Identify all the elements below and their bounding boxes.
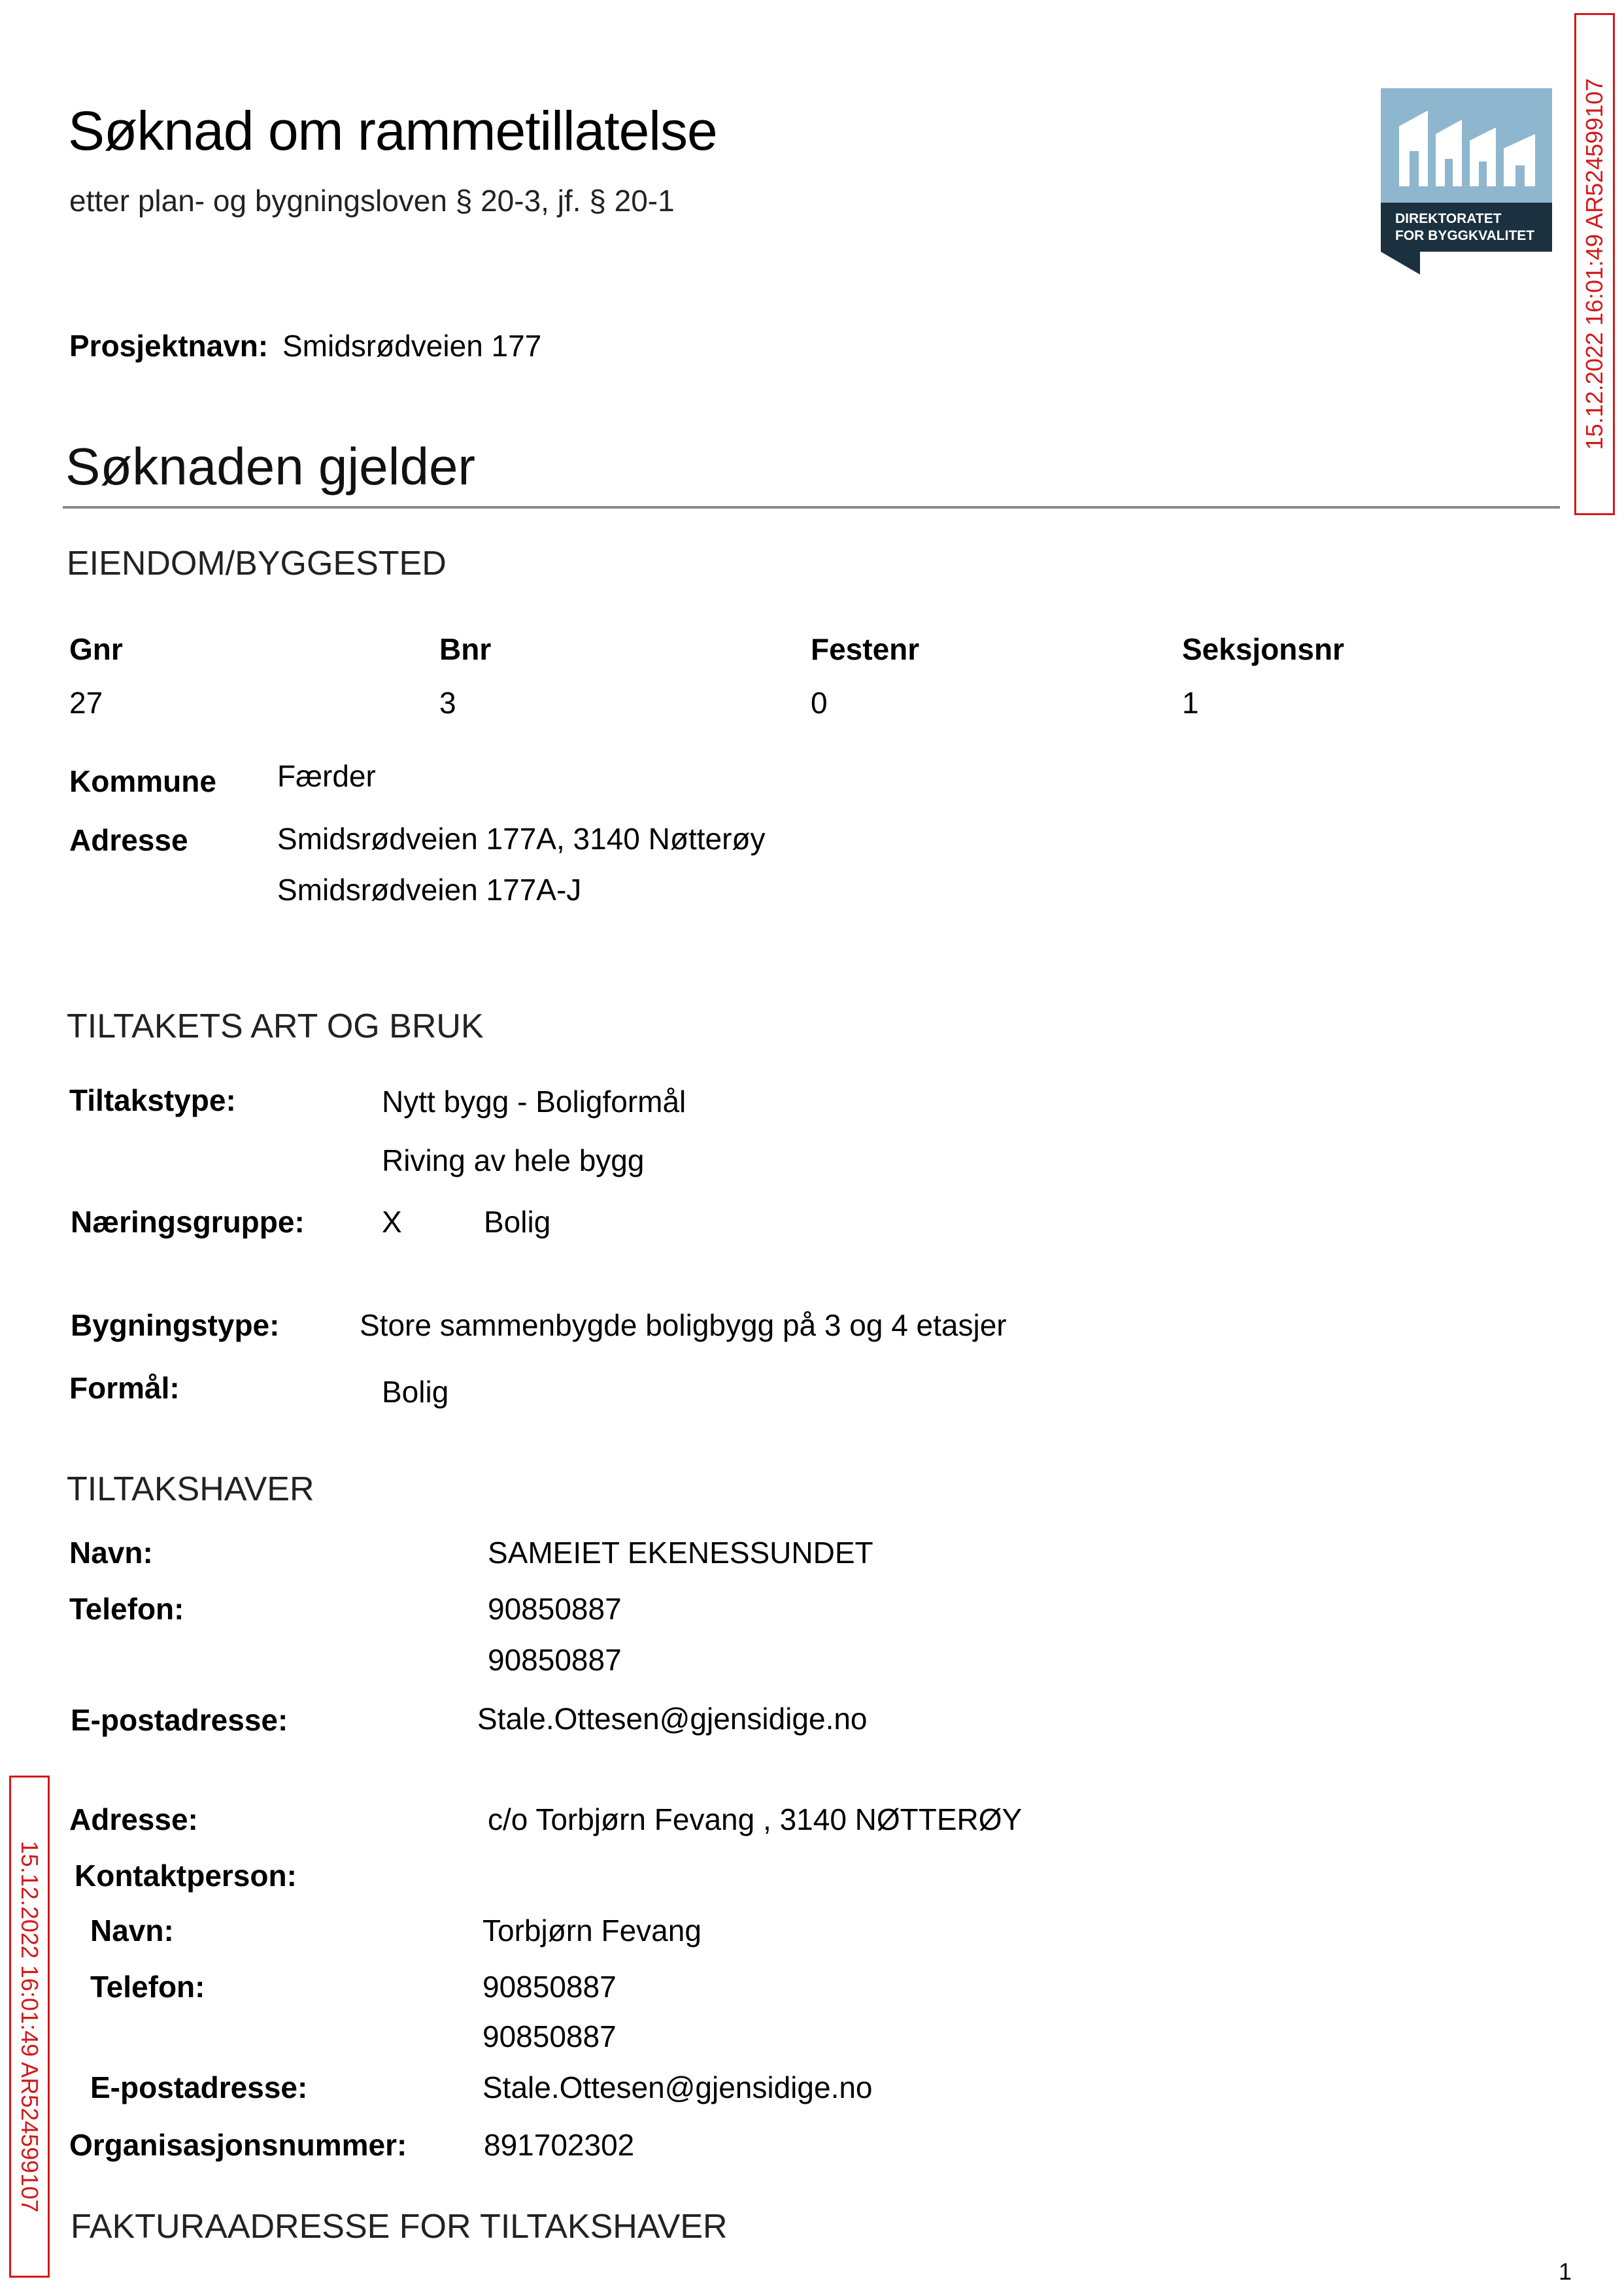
festenr-value: 0 [811,686,828,720]
tiltakshaver-epost-label: E-postadresse: [71,1703,288,1737]
tiltakshaver-telefon-label: Telefon: [69,1592,184,1626]
kontakt-telefon-value-1: 90850887 [482,1970,617,2004]
kontakt-epost-label: E-postadresse: [90,2070,308,2104]
tiltakstype-label: Tiltakstype: [69,1083,236,1117]
orgnr-value: 891702302 [484,2128,635,2162]
kontakt-telefon-value-2: 90850887 [482,2019,617,2053]
seksjonsnr-header: Seksjonsnr [1182,632,1344,666]
tiltak-section-title: TILTAKETS ART OG BRUK [67,1007,484,1045]
formal-value: Bolig [382,1375,449,1409]
section-heading: Søknaden gjelder [65,437,476,496]
tiltakshaver-telefon-value-1: 90850887 [488,1592,622,1626]
document-subtitle: etter plan- og bygningsloven § 20-3, jf. § 20-1 [69,184,675,218]
kontakt-navn-value: Torbjørn Fevang [482,1914,702,1948]
kommune-value: Færder [277,759,376,793]
tiltakstype-value-2: Riving av hele bygg [382,1143,645,1177]
tiltakshaver-navn-label: Navn: [69,1536,153,1570]
stamp-text-bottom: 15.12.2022 16:01:49 AR524599107 [16,1840,43,2213]
naeringsgruppe-code: X [382,1205,402,1239]
bnr-header: Bnr [439,632,492,666]
adresse-line-2: Smidsrødveien 177A-J [277,873,582,907]
seksjonsnr-value: 1 [1182,686,1199,720]
timestamp-stamp-bottom [9,1776,50,2278]
tiltakshaver-telefon-value-2: 90850887 [488,1643,622,1677]
tiltakshaver-epost-value: Stale.Ottesen@gjensidige.no [477,1702,868,1736]
page-number: 1 [1559,2258,1572,2285]
festenr-header: Festenr [811,632,920,666]
kontakt-epost-value: Stale.Ottesen@gjensidige.no [482,2070,873,2104]
formal-label: Formål: [69,1371,180,1405]
kontakt-telefon-label: Telefon: [90,1970,205,2004]
bnr-value: 3 [439,686,456,720]
faktura-section-title: FAKTURAADRESSE FOR TILTAKSHAVER [71,2208,728,2246]
stamp-text-top: 15.12.2022 16:01:49 AR524599107 [1581,78,1608,450]
tiltakshaver-adresse-value: c/o Torbjørn Fevang , 3140 NØTTERØY [488,1802,1023,1836]
tiltakshaver-navn-value: SAMEIET EKENESSUNDET [488,1536,873,1570]
dibk-logo [1381,88,1552,252]
kontakt-navn-label: Navn: [90,1914,174,1948]
document-title: Søknad om rammetillatelse [68,100,717,161]
project-label: Prosjektnavn: [69,329,269,363]
project-value: Smidsrødveien 177 [282,329,542,363]
heading-rule [63,506,1560,509]
gnr-header: Gnr [69,632,123,666]
kommune-label: Kommune [69,764,216,798]
bygningstype-label: Bygningstype: [71,1308,280,1342]
orgnr-label: Organisasjonsnummer: [69,2128,407,2162]
adresse-line-1: Smidsrødveien 177A, 3140 Nøtterøy [277,822,766,856]
logo-text-2: FOR BYGGKVALITET [1395,228,1535,243]
adresse-label: Adresse [69,823,188,857]
logo-graphic [1381,88,1552,278]
gnr-value: 27 [69,686,103,720]
tiltakshaver-adresse-label: Adresse: [69,1802,198,1836]
logo-text-1: DIREKTORATET [1395,211,1502,226]
kontaktperson-label: Kontaktperson: [75,1859,297,1893]
naeringsgruppe-value: Bolig [484,1205,551,1239]
tiltakshaver-section-title: TILTAKSHAVER [67,1470,314,1508]
timestamp-stamp-top [1574,13,1615,515]
eiendom-section-title: EIENDOM/BYGGESTED [67,545,447,582]
bygningstype-value: Store sammenbygde boligbygg på 3 og 4 etasjer [360,1308,1007,1342]
naeringsgruppe-label: Næringsgruppe: [71,1205,305,1239]
tiltakstype-value-1: Nytt bygg - Boligformål [382,1085,686,1119]
